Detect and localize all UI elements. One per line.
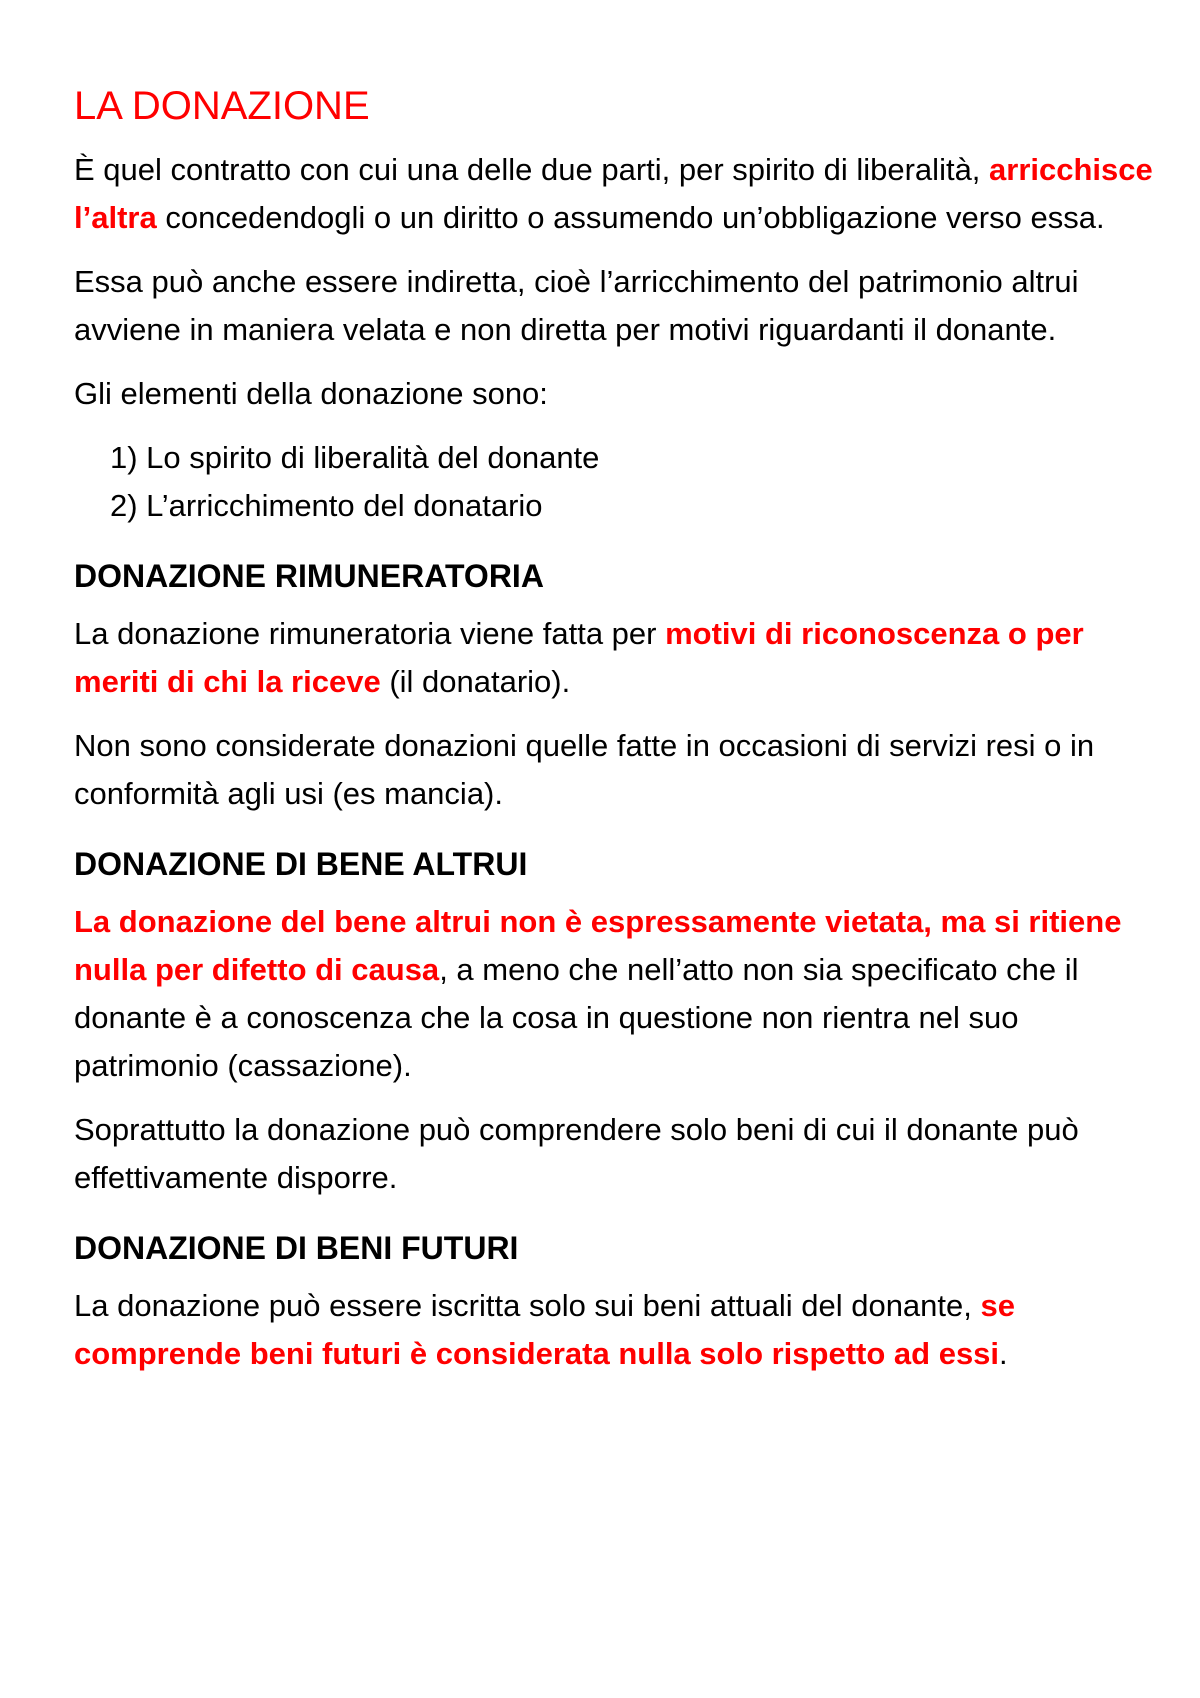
intro-paragraph-elements: Gli elementi della donazione sono: bbox=[74, 376, 548, 411]
document-title: LA DONAZIONE bbox=[74, 84, 370, 128]
beni-futuri-text-c: . bbox=[999, 1336, 1008, 1371]
intro-paragraph-indirect: Essa può anche essere indiretta, cioè l’arricchimento del patrimonio altrui avviene in maniera velata e non diretta per motivi riguardanti il donante. bbox=[74, 264, 1079, 347]
section-heading-rimuneratoria: DONAZIONE RIMUNERATORIA bbox=[74, 558, 544, 594]
beni-futuri-paragraph bbox=[74, 1282, 1154, 1378]
list-item: 2) L’arricchimento del donatario bbox=[110, 488, 543, 523]
section-heading-beni-futuri: DONAZIONE DI BENI FUTURI bbox=[74, 1230, 519, 1266]
rimuneratoria-text-a: La donazione rimuneratoria viene fatta per bbox=[74, 616, 666, 651]
intro-text-c: concedendogli o un diritto o assumendo un’obbligazione verso essa. bbox=[156, 200, 1105, 235]
elements-list bbox=[74, 434, 1154, 530]
bene-altrui-text-c: , a meno che nell’atto non sia specificato che il donante è a conoscenza che la cosa in questione non rientra nel suo patrimonio (cassazione). bbox=[74, 952, 1079, 1083]
rimuneratoria-paragraph bbox=[74, 610, 1154, 706]
beni-futuri-text-a: La donazione può essere iscritta solo sui beni attuali del donante, bbox=[74, 1288, 981, 1323]
beni-futuri-highlight: se comprende beni futuri è considerata nulla solo rispetto ad essi bbox=[74, 1288, 1015, 1371]
rimuneratoria-text-c: (il donatario). bbox=[380, 664, 571, 699]
bene-altrui-highlight: La donazione del bene altrui non è espressamente vietata, ma si ritiene nulla per difetto di causa bbox=[74, 904, 1122, 987]
rimuneratoria-highlight: motivi di riconoscenza o per meriti di chi la riceve bbox=[74, 616, 1084, 699]
document-page bbox=[74, 80, 1154, 1394]
list-item: 1) Lo spirito di liberalità del donante bbox=[110, 440, 600, 475]
bene-altrui-paragraph bbox=[74, 898, 1154, 1090]
bene-altrui-paragraph-disporre: Soprattutto la donazione può comprendere solo beni di cui il donante può effettivamente disporre. bbox=[74, 1112, 1079, 1195]
rimuneratoria-paragraph-exclusions: Non sono considerate donazioni quelle fatte in occasioni di servizi resi o in conformità agli usi (es mancia). bbox=[74, 728, 1095, 811]
section-heading-bene-altrui: DONAZIONE DI BENE ALTRUI bbox=[74, 846, 528, 882]
intro-paragraph-definition bbox=[74, 146, 1154, 242]
intro-highlight: arricchisce l’altra bbox=[74, 152, 1153, 235]
intro-text-a: È quel contratto con cui una delle due parti, per spirito di liberalità, bbox=[74, 152, 990, 187]
